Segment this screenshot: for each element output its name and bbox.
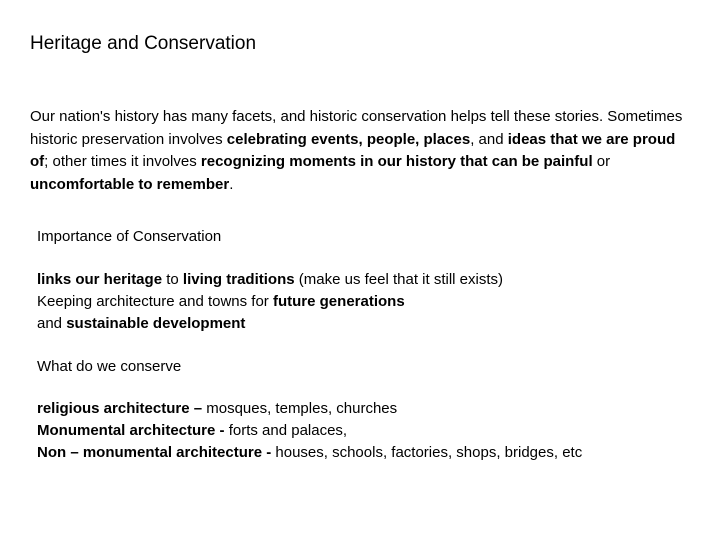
importance-item: [37, 291, 503, 313]
item-text: mosques, temples, churches: [202, 400, 398, 417]
intro-emphasis: uncomfortable to remember: [30, 175, 230, 193]
item-emphasis: religious architecture –: [37, 400, 203, 417]
item-text: and: [37, 315, 67, 332]
conserve-item: [37, 420, 582, 442]
item-emphasis: links our heritage: [37, 271, 163, 288]
intro-emphasis: recognizing moments in our history that can be painful: [200, 153, 593, 170]
importance-heading: Importance of Conservation: [37, 228, 222, 245]
intro-emphasis: celebrating events, people, places: [226, 130, 471, 148]
item-emphasis: future generations: [272, 293, 405, 310]
page-title: Heritage and Conservation: [30, 33, 257, 54]
intro-text: , and: [470, 130, 508, 148]
intro-text: .: [229, 175, 234, 193]
item-text: to: [162, 271, 183, 288]
item-text: forts and palaces,: [224, 422, 348, 439]
intro-text: or: [592, 153, 611, 170]
intro-text: Our nation's history has many facets, and historic conservation helps tell these stories. Sometimes historic preservation involves: [30, 108, 683, 148]
conserve-list: [37, 398, 582, 464]
intro-paragraph: [30, 106, 690, 196]
intro-text: ; other times it involves: [44, 153, 201, 170]
item-emphasis: Non – monumental architecture -: [37, 444, 272, 461]
importance-item: [37, 269, 503, 291]
conserve-heading: What do we conserve: [37, 358, 182, 375]
item-text: (make us feel that it still exists): [294, 271, 503, 288]
intro-emphasis: ideas that we are proud of: [30, 130, 676, 170]
item-emphasis: Monumental architecture -: [37, 422, 225, 439]
item-text: Keeping architecture and towns for: [37, 293, 273, 310]
item-text: houses, schools, factories, shops, bridges, etc: [271, 444, 583, 461]
importance-list: [37, 269, 503, 335]
item-emphasis: sustainable development: [66, 315, 246, 332]
importance-item: [37, 313, 503, 335]
conserve-item: [37, 442, 582, 464]
item-emphasis: living traditions: [182, 271, 295, 288]
conserve-item: [37, 398, 582, 420]
